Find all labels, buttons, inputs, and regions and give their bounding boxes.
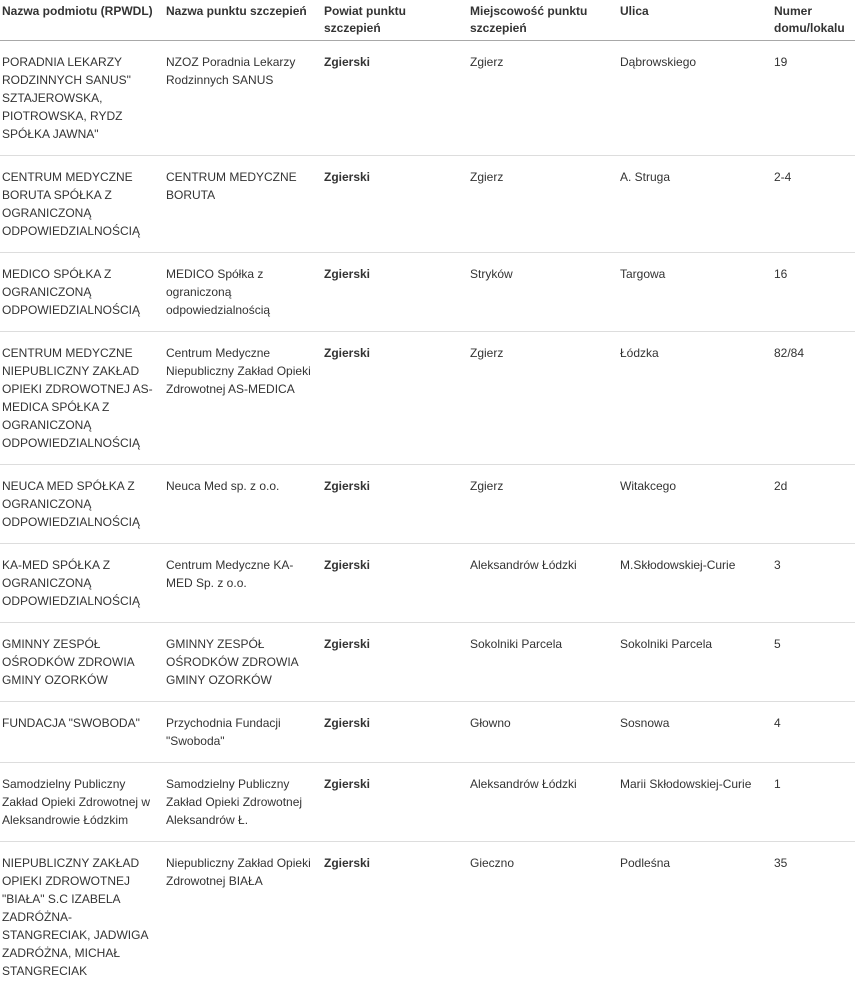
table-row bbox=[0, 763, 855, 842]
cell-locality: Zgierz bbox=[468, 156, 618, 253]
cell-locality: Aleksandrów Łódzki bbox=[468, 763, 618, 842]
cell-entity-name: Samodzielny Publiczny Zakład Opieki Zdrowotnej w Aleksandrowie Łódzkim bbox=[0, 763, 164, 842]
table-row bbox=[0, 465, 855, 544]
cell-entity-name: PORADNIA LEKARZY RODZINNYCH SANUS" SZTAJEROWSKA, PIOTROWSKA, RYDZ SPÓŁKA JAWNA" bbox=[0, 41, 164, 156]
cell-point-name: GMINNY ZESPÓŁ OŚRODKÓW ZDROWIA GMINY OZORKÓW bbox=[164, 623, 322, 702]
table-row bbox=[0, 623, 855, 702]
cell-entity-name: NEUCA MED SPÓŁKA Z OGRANICZONĄ ODPOWIEDZIALNOŚCIĄ bbox=[0, 465, 164, 544]
table-row bbox=[0, 41, 855, 156]
cell-point-name: Centrum Medyczne Niepubliczny Zakład Opieki Zdrowotnej AS-MEDICA bbox=[164, 332, 322, 465]
cell-point-name: Niepubliczny Zakład Opieki Zdrowotnej BIAŁA bbox=[164, 842, 322, 992]
cell-county: Zgierski bbox=[322, 623, 468, 702]
cell-county: Zgierski bbox=[322, 763, 468, 842]
cell-county: Zgierski bbox=[322, 544, 468, 623]
cell-locality: Gieczno bbox=[468, 842, 618, 992]
table-row bbox=[0, 253, 855, 332]
header-entity-name: Nazwa podmiotu (RPWDL) bbox=[0, 0, 164, 41]
cell-locality: Zgierz bbox=[468, 332, 618, 465]
cell-locality: Stryków bbox=[468, 253, 618, 332]
cell-entity-name: MEDICO SPÓŁKA Z OGRANICZONĄ ODPOWIEDZIALNOŚCIĄ bbox=[0, 253, 164, 332]
cell-street: Sosnowa bbox=[618, 702, 772, 763]
cell-street: Sokolniki Parcela bbox=[618, 623, 772, 702]
cell-entity-name: GMINNY ZESPÓŁ OŚRODKÓW ZDROWIA GMINY OZORKÓW bbox=[0, 623, 164, 702]
cell-entity-name: CENTRUM MEDYCZNE BORUTA SPÓŁKA Z OGRANICZONĄ ODPOWIEDZIALNOŚCIĄ bbox=[0, 156, 164, 253]
cell-street: Targowa bbox=[618, 253, 772, 332]
cell-county: Zgierski bbox=[322, 156, 468, 253]
cell-county: Zgierski bbox=[322, 253, 468, 332]
cell-county: Zgierski bbox=[322, 332, 468, 465]
table-row bbox=[0, 544, 855, 623]
cell-house-number: 35 bbox=[772, 842, 855, 992]
cell-entity-name: CENTRUM MEDYCZNE NIEPUBLICZNY ZAKŁAD OPIEKI ZDROWOTNEJ AS-MEDICA SPÓŁKA Z OGRANICZONĄ ODPOWIEDZIALNOŚCIĄ bbox=[0, 332, 164, 465]
cell-house-number: 2-4 bbox=[772, 156, 855, 253]
table-row bbox=[0, 156, 855, 253]
table-body bbox=[0, 41, 855, 992]
cell-house-number: 16 bbox=[772, 253, 855, 332]
cell-street: A. Struga bbox=[618, 156, 772, 253]
cell-locality: Głowno bbox=[468, 702, 618, 763]
cell-street: Dąbrowskiego bbox=[618, 41, 772, 156]
cell-house-number: 2d bbox=[772, 465, 855, 544]
table-row bbox=[0, 332, 855, 465]
header-street: Ulica bbox=[618, 0, 772, 41]
cell-street: Witakcego bbox=[618, 465, 772, 544]
cell-street: Podleśna bbox=[618, 842, 772, 992]
cell-county: Zgierski bbox=[322, 465, 468, 544]
cell-locality: Zgierz bbox=[468, 41, 618, 156]
cell-house-number: 19 bbox=[772, 41, 855, 156]
cell-street: Marii Skłodowskiej-Curie bbox=[618, 763, 772, 842]
cell-house-number: 82/84 bbox=[772, 332, 855, 465]
cell-locality: Aleksandrów Łódzki bbox=[468, 544, 618, 623]
cell-entity-name: KA-MED SPÓŁKA Z OGRANICZONĄ ODPOWIEDZIALNOŚCIĄ bbox=[0, 544, 164, 623]
cell-house-number: 3 bbox=[772, 544, 855, 623]
cell-point-name: NZOZ Poradnia Lekarzy Rodzinnych SANUS bbox=[164, 41, 322, 156]
cell-locality: Sokolniki Parcela bbox=[468, 623, 618, 702]
table-row bbox=[0, 842, 855, 992]
cell-point-name: Samodzielny Publiczny Zakład Opieki Zdrowotnej Aleksandrów Ł. bbox=[164, 763, 322, 842]
cell-point-name: CENTRUM MEDYCZNE BORUTA bbox=[164, 156, 322, 253]
header-point-name: Nazwa punktu szczepień bbox=[164, 0, 322, 41]
cell-house-number: 1 bbox=[772, 763, 855, 842]
table-header bbox=[0, 0, 855, 41]
cell-county: Zgierski bbox=[322, 41, 468, 156]
cell-street: M.Skłodowskiej-Curie bbox=[618, 544, 772, 623]
cell-point-name: MEDICO Spółka z ograniczoną odpowiedzialnością bbox=[164, 253, 322, 332]
cell-locality: Zgierz bbox=[468, 465, 618, 544]
cell-street: Łódzka bbox=[618, 332, 772, 465]
cell-point-name: Centrum Medyczne KA-MED Sp. z o.o. bbox=[164, 544, 322, 623]
table-row bbox=[0, 702, 855, 763]
cell-point-name: Przychodnia Fundacji "Swoboda" bbox=[164, 702, 322, 763]
cell-county: Zgierski bbox=[322, 702, 468, 763]
cell-house-number: 4 bbox=[772, 702, 855, 763]
header-county: Powiat punktu szczepień bbox=[322, 0, 468, 41]
cell-house-number: 5 bbox=[772, 623, 855, 702]
header-row bbox=[0, 0, 855, 41]
cell-entity-name: NIEPUBLICZNY ZAKŁAD OPIEKI ZDROWOTNEJ "BIAŁA" S.C IZABELA ZADRÓŻNA-STANGRECIAK, JADWIGA ZADRÓŻNA, MICHAŁ STANGRECIAK bbox=[0, 842, 164, 992]
header-house-number: Numer domu/lokalu bbox=[772, 0, 855, 41]
cell-entity-name: FUNDACJA "SWOBODA" bbox=[0, 702, 164, 763]
cell-county: Zgierski bbox=[322, 842, 468, 992]
cell-point-name: Neuca Med sp. z o.o. bbox=[164, 465, 322, 544]
header-locality: Miejscowość punktu szczepień bbox=[468, 0, 618, 41]
